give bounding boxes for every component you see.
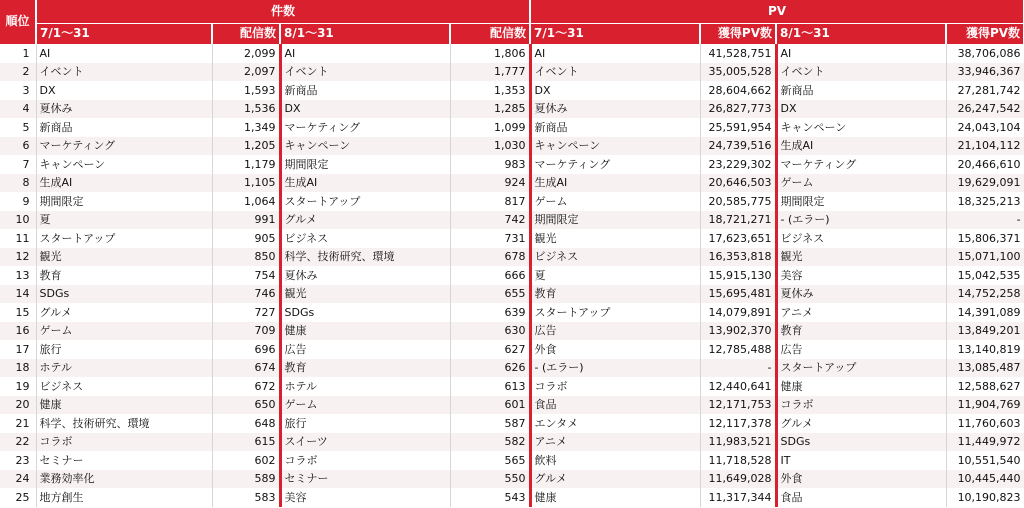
count-jul-value: 1,105 — [212, 174, 280, 193]
pv-aug-value: 11,760,603 — [946, 414, 1024, 433]
count-aug-value: 1,030 — [450, 137, 530, 156]
pv-aug-value: 10,445,440 — [946, 470, 1024, 489]
count-jul-value: 1,064 — [212, 192, 280, 211]
pv-jul-value: - — [700, 359, 776, 378]
count-aug-keyword: 美容 — [280, 488, 450, 507]
count-group-header: 件数 — [36, 0, 530, 23]
count-jul-keyword: 観光 — [36, 248, 212, 267]
count-aug-keyword: セミナー — [280, 470, 450, 489]
rank-cell: 2 — [0, 63, 36, 82]
count-jul-keyword: キャンペーン — [36, 155, 212, 174]
pv-jul-keyword: 夏休み — [530, 100, 700, 119]
count-aug-value: 627 — [450, 340, 530, 359]
pv-aug-keyword: ゲーム — [776, 174, 946, 193]
count-jul-period-header: 7/1～31 — [36, 23, 212, 44]
count-aug-keyword: SDGs — [280, 303, 450, 322]
count-jul-keyword: AI — [36, 44, 212, 63]
count-aug-keyword: 科学、技術研究、環境 — [280, 248, 450, 267]
pv-aug-value-header: 獲得PV数 — [946, 23, 1024, 44]
pv-aug-value: 14,391,089 — [946, 303, 1024, 322]
table-row — [0, 155, 1024, 174]
pv-aug-keyword: SDGs — [776, 433, 946, 452]
pv-aug-keyword: 夏休み — [776, 285, 946, 304]
pv-aug-value: 15,071,100 — [946, 248, 1024, 267]
pv-jul-value: 12,171,753 — [700, 396, 776, 415]
table-row — [0, 229, 1024, 248]
pv-aug-keyword: IT — [776, 451, 946, 470]
count-aug-keyword: 期間限定 — [280, 155, 450, 174]
count-jul-keyword: 旅行 — [36, 340, 212, 359]
pv-aug-keyword: 広告 — [776, 340, 946, 359]
pv-aug-value: 13,849,201 — [946, 322, 1024, 341]
table-row — [0, 377, 1024, 396]
count-jul-value: 991 — [212, 211, 280, 230]
rank-cell: 24 — [0, 470, 36, 489]
pv-aug-keyword: 健康 — [776, 377, 946, 396]
count-aug-keyword: キャンペーン — [280, 137, 450, 156]
count-aug-value: 626 — [450, 359, 530, 378]
pv-jul-value: 26,827,773 — [700, 100, 776, 119]
count-jul-keyword: マーケティング — [36, 137, 212, 156]
count-aug-keyword: ビジネス — [280, 229, 450, 248]
pv-aug-value: 13,140,819 — [946, 340, 1024, 359]
count-aug-value: 582 — [450, 433, 530, 452]
pv-jul-keyword: マーケティング — [530, 155, 700, 174]
rank-cell: 22 — [0, 433, 36, 452]
count-jul-keyword: 地方創生 — [36, 488, 212, 507]
count-aug-keyword: 健康 — [280, 322, 450, 341]
rank-cell: 18 — [0, 359, 36, 378]
pv-jul-value: 17,623,651 — [700, 229, 776, 248]
count-aug-keyword: コラボ — [280, 451, 450, 470]
count-aug-keyword: 生成AI — [280, 174, 450, 193]
count-aug-period-header: 8/1～31 — [280, 23, 450, 44]
count-jul-keyword: 期間限定 — [36, 192, 212, 211]
pv-aug-value: 24,043,104 — [946, 118, 1024, 137]
table-row — [0, 174, 1024, 193]
pv-aug-value: 33,946,367 — [946, 63, 1024, 82]
pv-aug-value: 10,551,540 — [946, 451, 1024, 470]
count-jul-value: 1,536 — [212, 100, 280, 119]
pv-aug-value: 12,588,627 — [946, 377, 1024, 396]
table-row — [0, 451, 1024, 470]
count-jul-keyword: 健康 — [36, 396, 212, 415]
pv-jul-value: 12,440,641 — [700, 377, 776, 396]
count-aug-keyword: グルメ — [280, 211, 450, 230]
rank-cell: 3 — [0, 81, 36, 100]
count-aug-value: 666 — [450, 266, 530, 285]
count-jul-value: 2,099 — [212, 44, 280, 63]
count-aug-value: 924 — [450, 174, 530, 193]
pv-jul-keyword: AI — [530, 44, 700, 63]
count-aug-value: 655 — [450, 285, 530, 304]
pv-aug-keyword: 美容 — [776, 266, 946, 285]
rank-cell: 23 — [0, 451, 36, 470]
pv-aug-value: - — [946, 211, 1024, 230]
pv-jul-keyword: イベント — [530, 63, 700, 82]
pv-aug-keyword: グルメ — [776, 414, 946, 433]
count-aug-value: 613 — [450, 377, 530, 396]
count-aug-keyword: ホテル — [280, 377, 450, 396]
count-aug-keyword: イベント — [280, 63, 450, 82]
pv-aug-value: 15,806,371 — [946, 229, 1024, 248]
pv-jul-value: 24,739,516 — [700, 137, 776, 156]
pv-jul-value: 23,229,302 — [700, 155, 776, 174]
pv-aug-value: 11,904,769 — [946, 396, 1024, 415]
table-row — [0, 470, 1024, 489]
count-aug-keyword: マーケティング — [280, 118, 450, 137]
pv-jul-value: 12,785,488 — [700, 340, 776, 359]
pv-aug-keyword: 教育 — [776, 322, 946, 341]
count-jul-value: 709 — [212, 322, 280, 341]
pv-aug-keyword: キャンペーン — [776, 118, 946, 137]
pv-jul-keyword: 生成AI — [530, 174, 700, 193]
rank-cell: 12 — [0, 248, 36, 267]
pv-aug-keyword: DX — [776, 100, 946, 119]
count-aug-keyword: ゲーム — [280, 396, 450, 415]
pv-jul-value: 16,353,818 — [700, 248, 776, 267]
pv-jul-value: 11,317,344 — [700, 488, 776, 507]
rank-cell: 1 — [0, 44, 36, 63]
pv-jul-keyword: 飲料 — [530, 451, 700, 470]
pv-jul-keyword: 観光 — [530, 229, 700, 248]
rank-cell: 25 — [0, 488, 36, 507]
count-jul-value: 583 — [212, 488, 280, 507]
rank-cell: 9 — [0, 192, 36, 211]
count-jul-value: 650 — [212, 396, 280, 415]
count-jul-keyword: セミナー — [36, 451, 212, 470]
count-aug-keyword: スタートアップ — [280, 192, 450, 211]
pv-aug-keyword: コラボ — [776, 396, 946, 415]
count-jul-keyword: コラボ — [36, 433, 212, 452]
count-jul-keyword: SDGs — [36, 285, 212, 304]
count-aug-keyword: 観光 — [280, 285, 450, 304]
count-aug-value: 678 — [450, 248, 530, 267]
table-row — [0, 488, 1024, 507]
rank-cell: 14 — [0, 285, 36, 304]
count-jul-keyword: 生成AI — [36, 174, 212, 193]
pv-jul-keyword: グルメ — [530, 470, 700, 489]
count-jul-keyword: 夏 — [36, 211, 212, 230]
count-jul-value: 1,349 — [212, 118, 280, 137]
pv-aug-value: 13,085,487 — [946, 359, 1024, 378]
pv-jul-keyword: アニメ — [530, 433, 700, 452]
count-aug-value: 565 — [450, 451, 530, 470]
count-jul-keyword: 夏休み — [36, 100, 212, 119]
count-aug-value: 731 — [450, 229, 530, 248]
rank-cell: 16 — [0, 322, 36, 341]
table-row — [0, 396, 1024, 415]
rank-cell: 6 — [0, 137, 36, 156]
pv-jul-period-header: 7/1～31 — [530, 23, 700, 44]
rank-cell: 10 — [0, 211, 36, 230]
count-jul-keyword: グルメ — [36, 303, 212, 322]
count-aug-keyword: 広告 — [280, 340, 450, 359]
pv-aug-value: 11,449,972 — [946, 433, 1024, 452]
rank-cell: 5 — [0, 118, 36, 137]
pv-aug-value: 20,466,610 — [946, 155, 1024, 174]
count-jul-keyword: DX — [36, 81, 212, 100]
count-aug-keyword: スイーツ — [280, 433, 450, 452]
table-row — [0, 322, 1024, 341]
rank-cell: 17 — [0, 340, 36, 359]
pv-aug-keyword: スタートアップ — [776, 359, 946, 378]
count-aug-value: 1,806 — [450, 44, 530, 63]
table-row — [0, 118, 1024, 137]
pv-aug-keyword: イベント — [776, 63, 946, 82]
count-aug-value: 587 — [450, 414, 530, 433]
pv-jul-value: 11,983,521 — [700, 433, 776, 452]
count-aug-keyword: 新商品 — [280, 81, 450, 100]
pv-aug-period-header: 8/1～31 — [776, 23, 946, 44]
count-jul-value: 850 — [212, 248, 280, 267]
pv-jul-value: 18,721,271 — [700, 211, 776, 230]
pv-jul-value: 20,585,775 — [700, 192, 776, 211]
pv-jul-value: 14,079,891 — [700, 303, 776, 322]
count-aug-value: 543 — [450, 488, 530, 507]
table-row — [0, 211, 1024, 230]
count-jul-value: 2,097 — [212, 63, 280, 82]
pv-jul-value-header: 獲得PV数 — [700, 23, 776, 44]
pv-aug-keyword: - (エラー) — [776, 211, 946, 230]
count-jul-keyword: スタートアップ — [36, 229, 212, 248]
pv-jul-keyword: コラボ — [530, 377, 700, 396]
pv-aug-keyword: 外食 — [776, 470, 946, 489]
count-jul-value: 674 — [212, 359, 280, 378]
pv-aug-value: 18,325,213 — [946, 192, 1024, 211]
pv-aug-keyword: 新商品 — [776, 81, 946, 100]
pv-aug-keyword: 食品 — [776, 488, 946, 507]
pv-aug-value: 21,104,112 — [946, 137, 1024, 156]
rank-cell: 15 — [0, 303, 36, 322]
rank-cell: 20 — [0, 396, 36, 415]
pv-jul-keyword: ゲーム — [530, 192, 700, 211]
count-jul-keyword: ホテル — [36, 359, 212, 378]
count-aug-value: 550 — [450, 470, 530, 489]
pv-aug-value: 15,042,535 — [946, 266, 1024, 285]
pv-jul-keyword: 期間限定 — [530, 211, 700, 230]
count-jul-keyword: 科学、技術研究、環境 — [36, 414, 212, 433]
pv-jul-value: 11,718,528 — [700, 451, 776, 470]
count-aug-keyword: DX — [280, 100, 450, 119]
pv-jul-keyword: 新商品 — [530, 118, 700, 137]
count-aug-value: 983 — [450, 155, 530, 174]
count-jul-value: 727 — [212, 303, 280, 322]
count-aug-value: 742 — [450, 211, 530, 230]
pv-jul-value: 20,646,503 — [700, 174, 776, 193]
count-aug-value: 639 — [450, 303, 530, 322]
pv-jul-keyword: 広告 — [530, 322, 700, 341]
pv-jul-value: 15,695,481 — [700, 285, 776, 304]
count-aug-value: 1,353 — [450, 81, 530, 100]
count-jul-keyword: イベント — [36, 63, 212, 82]
pv-jul-value: 12,117,378 — [700, 414, 776, 433]
pv-jul-value: 35,005,528 — [700, 63, 776, 82]
pv-jul-value: 15,915,130 — [700, 266, 776, 285]
table-row — [0, 433, 1024, 452]
table-row — [0, 44, 1024, 63]
pv-aug-keyword: ビジネス — [776, 229, 946, 248]
count-jul-value: 648 — [212, 414, 280, 433]
count-aug-keyword: 旅行 — [280, 414, 450, 433]
pv-aug-keyword: 観光 — [776, 248, 946, 267]
pv-jul-value: 28,604,662 — [700, 81, 776, 100]
pv-group-header: PV — [530, 0, 1024, 23]
table-row — [0, 81, 1024, 100]
count-jul-value: 746 — [212, 285, 280, 304]
count-jul-value: 905 — [212, 229, 280, 248]
rank-cell: 21 — [0, 414, 36, 433]
rank-cell: 8 — [0, 174, 36, 193]
table-row — [0, 63, 1024, 82]
pv-jul-value: 11,649,028 — [700, 470, 776, 489]
count-aug-value: 630 — [450, 322, 530, 341]
pv-aug-keyword: AI — [776, 44, 946, 63]
table-row — [0, 414, 1024, 433]
count-aug-value: 1,777 — [450, 63, 530, 82]
rank-cell: 7 — [0, 155, 36, 174]
pv-aug-value: 10,190,823 — [946, 488, 1024, 507]
table-row — [0, 100, 1024, 119]
rank-cell: 19 — [0, 377, 36, 396]
count-jul-value-header: 配信数 — [212, 23, 280, 44]
count-aug-value-header: 配信数 — [450, 23, 530, 44]
pv-aug-value: 14,752,258 — [946, 285, 1024, 304]
pv-jul-keyword: 健康 — [530, 488, 700, 507]
pv-jul-value: 25,591,954 — [700, 118, 776, 137]
table-row — [0, 285, 1024, 304]
count-jul-value: 754 — [212, 266, 280, 285]
rank-header: 順位 — [0, 0, 36, 44]
pv-jul-keyword: DX — [530, 81, 700, 100]
pv-aug-keyword: 生成AI — [776, 137, 946, 156]
count-jul-value: 589 — [212, 470, 280, 489]
table-row — [0, 266, 1024, 285]
count-jul-keyword: ビジネス — [36, 377, 212, 396]
count-jul-value: 696 — [212, 340, 280, 359]
rank-cell: 11 — [0, 229, 36, 248]
count-aug-keyword: AI — [280, 44, 450, 63]
count-jul-value: 615 — [212, 433, 280, 452]
pv-jul-keyword: スタートアップ — [530, 303, 700, 322]
pv-aug-keyword: アニメ — [776, 303, 946, 322]
count-jul-value: 602 — [212, 451, 280, 470]
count-jul-value: 1,179 — [212, 155, 280, 174]
count-jul-value: 1,593 — [212, 81, 280, 100]
count-jul-keyword: 業務効率化 — [36, 470, 212, 489]
pv-jul-keyword: ビジネス — [530, 248, 700, 267]
count-aug-keyword: 教育 — [280, 359, 450, 378]
count-jul-value: 1,205 — [212, 137, 280, 156]
pv-aug-value: 27,281,742 — [946, 81, 1024, 100]
count-jul-value: 672 — [212, 377, 280, 396]
count-jul-keyword: 教育 — [36, 266, 212, 285]
table-row — [0, 303, 1024, 322]
pv-jul-keyword: キャンペーン — [530, 137, 700, 156]
count-jul-keyword: ゲーム — [36, 322, 212, 341]
table-row — [0, 137, 1024, 156]
pv-jul-value: 41,528,751 — [700, 44, 776, 63]
count-jul-keyword: 新商品 — [36, 118, 212, 137]
pv-jul-keyword: 夏 — [530, 266, 700, 285]
pv-jul-keyword: 食品 — [530, 396, 700, 415]
pv-jul-keyword: 外食 — [530, 340, 700, 359]
table-row — [0, 340, 1024, 359]
pv-jul-keyword: 教育 — [530, 285, 700, 304]
pv-jul-value: 13,902,370 — [700, 322, 776, 341]
pv-aug-value: 19,629,091 — [946, 174, 1024, 193]
count-aug-value: 1,285 — [450, 100, 530, 119]
table-row — [0, 192, 1024, 211]
rank-cell: 4 — [0, 100, 36, 119]
table-row — [0, 359, 1024, 378]
pv-jul-keyword: - (エラー) — [530, 359, 700, 378]
pv-jul-keyword: エンタメ — [530, 414, 700, 433]
pv-aug-value: 26,247,542 — [946, 100, 1024, 119]
pv-aug-keyword: マーケティング — [776, 155, 946, 174]
count-aug-value: 817 — [450, 192, 530, 211]
pv-aug-value: 38,706,086 — [946, 44, 1024, 63]
pv-aug-keyword: 期間限定 — [776, 192, 946, 211]
count-aug-value: 601 — [450, 396, 530, 415]
count-aug-keyword: 夏休み — [280, 266, 450, 285]
table-row — [0, 248, 1024, 267]
count-aug-value: 1,099 — [450, 118, 530, 137]
ranking-rows — [0, 44, 1024, 507]
rank-cell: 13 — [0, 266, 36, 285]
